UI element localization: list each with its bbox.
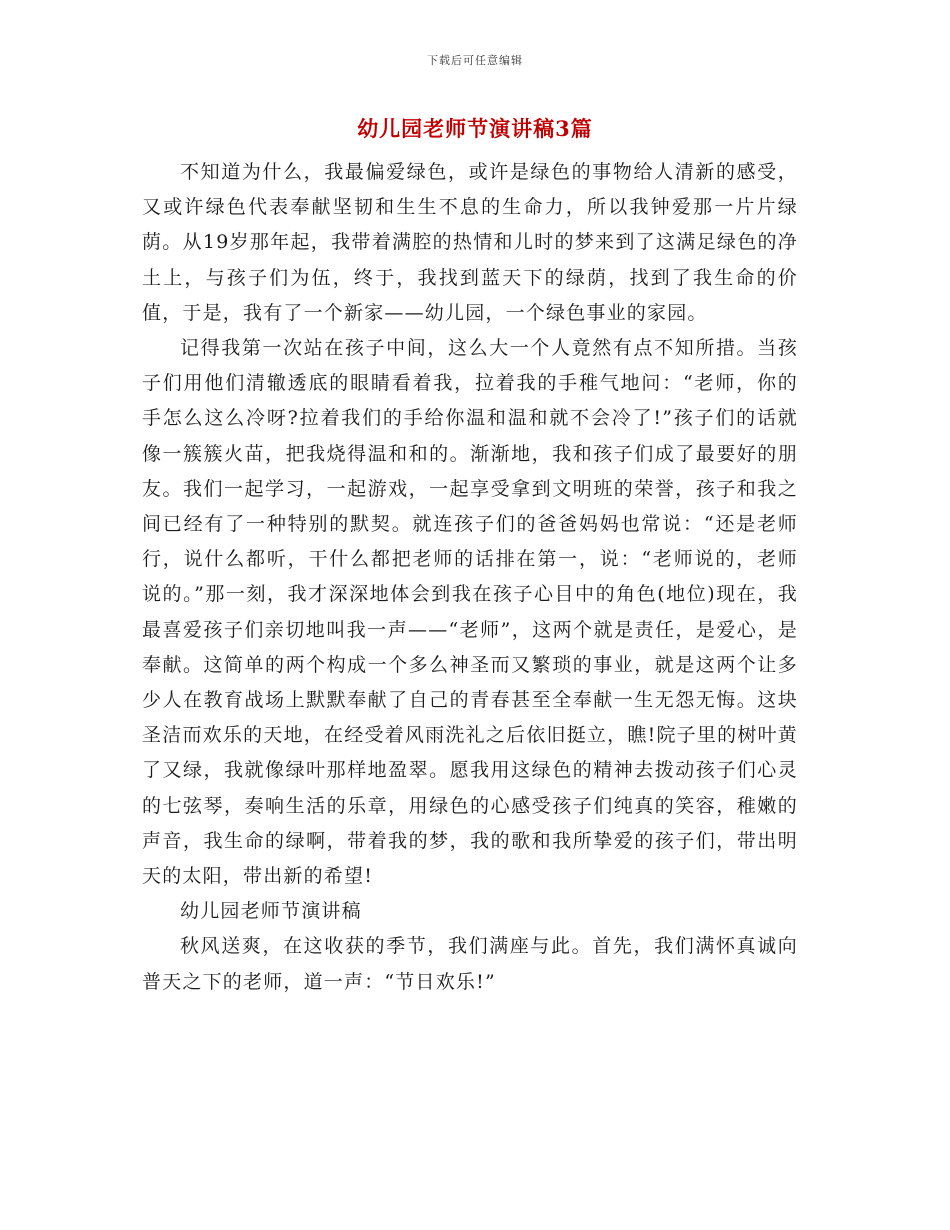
header-note: 下载后可任意编辑: [427, 54, 523, 67]
section-heading: 幼儿园老师节演讲稿: [180, 900, 362, 923]
paragraph: 不知道为什么，我最偏爱绿色，或许是绿色的事物给人清新的感受，又或许绿色代表奉献坚韧和生生不息的生命力，所以我钟爱那一片片绿荫。从19岁那年起，我带着满腔的热情和儿时的梦来到了这满足绿色的净土上，与孩子们为伍，终于，我找到蓝天下的绿荫，找到了我生命的价值，于是，我有了一个新家——幼儿园，一个绿色事业的家园。: [142, 161, 798, 324]
document-title: 幼儿园老师节演讲稿3篇: [357, 116, 593, 141]
paragraph: 秋风送爽，在这收获的季节，我们满座与此。首先，我们满怀真诚向普天之下的老师，道一声：“节日欢乐!”: [142, 935, 798, 993]
paragraph: 记得我第一次站在孩子中间，这么大一个人竟然有点不知所措。当孩子们用他们清辙透底的眼睛看着我，拉着我的手稚气地问：“老师，你的手怎么这么冷呀?拉着我们的手给你温和温和就不会冷了!”孩子们的话就像一簇簇火苗，把我烧得温和和的。渐渐地，我和孩子们成了最要好的朋友。我们一起学习，一起游戏，一起享受拿到文明班的荣誉，孩子和我之间已经有了一种特别的默契。就连孩子们的爸爸妈妈也常说：“还是老师行，说什么都听，干什么都把老师的话排在第一，说：“老师说的，老师说的。”那一刻，我才深深地体会到我在孩子心目中的角色(地位)现在，我最喜爱孩子们亲切地叫我一声——“老师”，这两个就是责任，是爱心，是奉献。这简单的两个构成一个多么神圣而又繁琐的事业，就是这两个让多少人在教育战场上默默奉献了自己的青春甚至全奉献一生无怨无悔。这块圣洁而欢乐的天地，在经受着风雨洗礼之后依旧挺立，瞧!院子里的树叶黄了又绿，我就像绿叶那样地盈翠。愿我用这绿色的精神去拨动孩子们心灵的七弦琴，奏响生活的乐章，用绿色的心感受孩子们纯真的笑容，稚嫩的声音，我生命的绿啊，带着我的梦，我的歌和我所挚爱的孩子们，带出明天的太阳，带出新的希望!: [142, 337, 798, 888]
document-body: [142, 155, 798, 1000]
